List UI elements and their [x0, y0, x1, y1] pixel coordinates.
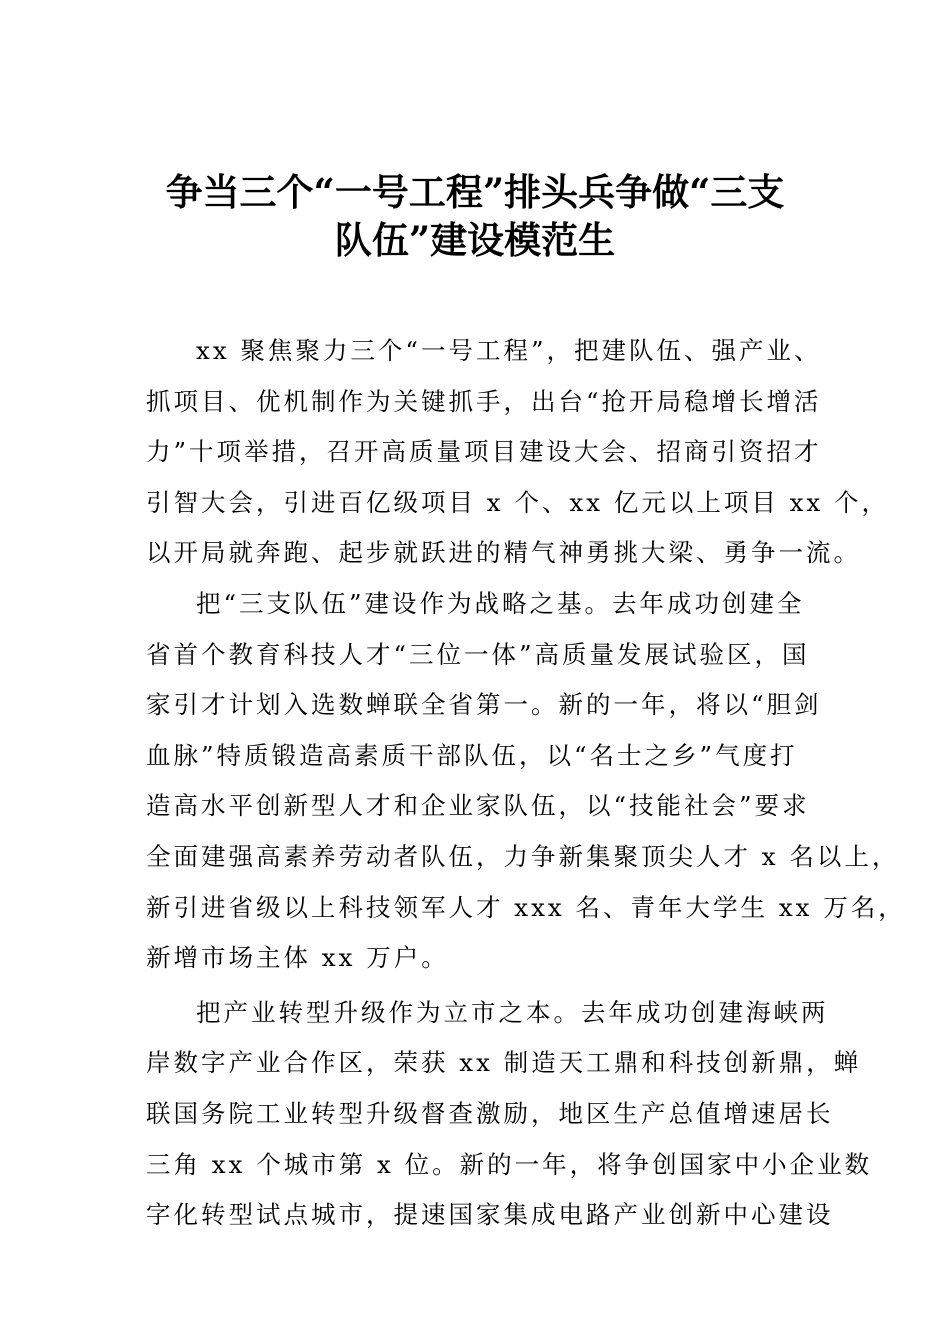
paragraph-3: [146, 988, 873, 1241]
paragraph-line: 把“三支队伍”建设作为战略之基。去年成功创建全: [196, 588, 805, 618]
paragraph-line: 引智大会，引进百亿级项目 x 个、xx 亿元以上项目 xx 个，: [146, 487, 890, 517]
paragraph-line: 岸数字产业合作区，荣获 xx 制造天工鼎和科技创新鼎，蝉: [146, 1048, 862, 1078]
paragraph-line: 血脉”特质锻造高素质干部队伍，以“名士之乡”气度打: [146, 740, 798, 770]
paragraph-line: 以开局就奔跑、起步就跃进的精气神勇挑大梁、勇争一流。: [146, 538, 861, 568]
paragraph-line: 把产业转型升级作为立市之本。去年成功创建海峡两: [196, 997, 829, 1027]
title-line-1: 争当三个“一号工程”排头兵争做“三支: [165, 170, 785, 214]
document-body: [146, 326, 906, 1241]
paragraph-line: 三角 xx 个城市第 x 位。新的一年，将争创国家中小企业数: [146, 1149, 873, 1179]
paragraph-2: [146, 579, 906, 984]
paragraph-line: 造高水平创新型人才和企业家队伍，以“技能社会”要求: [146, 791, 810, 821]
paragraph-line: 全面建强高素养劳动者队伍，力争新集聚顶尖人才 x 名以上，: [146, 841, 900, 871]
title-line-2: 队伍”建设模范生: [334, 218, 616, 262]
document-title: [120, 168, 830, 264]
paragraph-1: [146, 326, 890, 579]
paragraph-line: 力”十项举措，召开高质量项目建设大会、招商引资招才: [146, 437, 822, 467]
paragraph-line: 新增市场主体 xx 万户。: [146, 943, 449, 973]
paragraph-line: 字化转型试点城市，提速国家集成电路产业创新中心建设: [146, 1200, 834, 1230]
paragraph-line: 抓项目、优机制作为关键抓手，出台“抢开局稳增长增活: [146, 386, 822, 416]
paragraph-line: 家引才计划入选数蝉联全省第一。新的一年，将以“胆剑: [146, 690, 822, 720]
paragraph-line: xx 聚焦聚力三个“一号工程”，把建队伍、强产业、: [196, 336, 822, 365]
paragraph-line: 联国务院工业转型升级督查激励，地区生产总值增速居长: [146, 1098, 834, 1128]
paragraph-line: 新引进省级以上科技领军人才 xxx 名、青年大学生 xx 万名，: [146, 892, 906, 922]
paragraph-line: 省首个教育科技人才“三位一体”高质量发展试验区，国: [146, 639, 810, 669]
